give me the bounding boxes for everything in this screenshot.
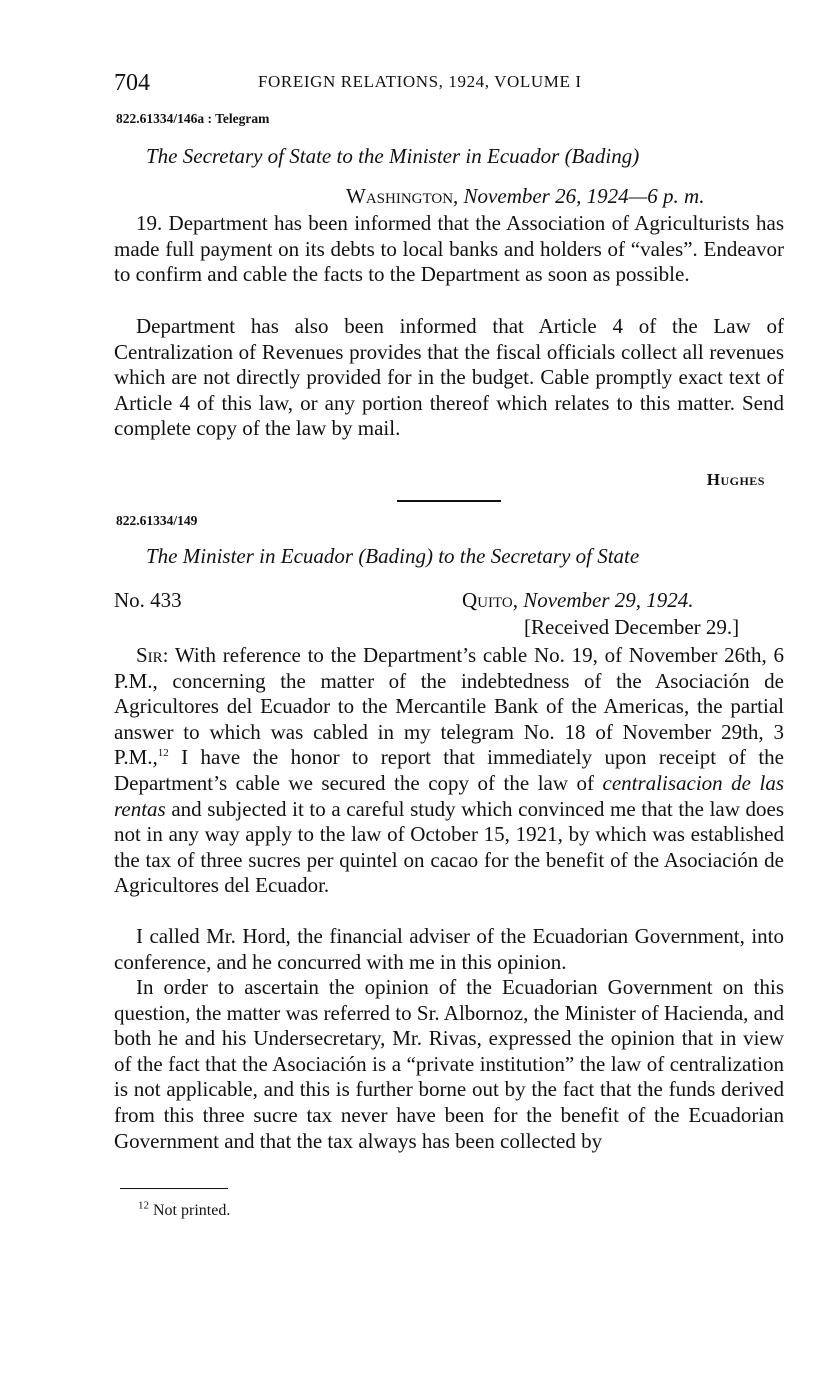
doc2-number: No. 433 bbox=[114, 588, 182, 612]
doc2-received: [Received December 29.] bbox=[524, 615, 740, 639]
page-number: 704 bbox=[114, 70, 150, 96]
doc1-paragraph-1: 19. Department has been informed that the Association of Agriculturists has made full payment on its debts to local banks and holders of “vales”. Endeavor to confirm and cable the facts to the Department as soon as possible. bbox=[114, 211, 784, 287]
doc2-paragraph-2: I called Mr. Hord, the financial adviser of the Ecuadorian Government, into conference, and he concurred with me in this opinion. bbox=[114, 924, 784, 974]
doc2-salutation: Sir: bbox=[136, 643, 169, 667]
doc2-file-number: 822.61334/149 bbox=[116, 513, 198, 528]
doc1-title: The Secretary of State to the Minister in Ecuador (Bading) bbox=[146, 144, 640, 168]
doc2-para1-italic: centralisacion de las rentas bbox=[114, 770, 784, 821]
doc2-para1-b: I have the honor to report that immediately upon receipt of the Department’s cable we secured the copy of the law of bbox=[114, 745, 784, 795]
doc1-dateline bbox=[346, 184, 704, 209]
footnote-mark: 12 bbox=[138, 1199, 149, 1212]
doc2-place: Quito, bbox=[462, 588, 518, 612]
section-divider bbox=[397, 500, 501, 502]
doc1-date: November 26, 1924—6 p. m. bbox=[463, 184, 705, 208]
doc2-dateline bbox=[462, 588, 694, 613]
doc2-paragraph-3: In order to ascertain the opinion of the Ecuadorian Government on this question, the matter was referred to Sr. Albornoz, the Minister of Hacienda, and both he and his Undersecretary, Mr. Rivas, expressed the opinion that in view of the fact that the Asociación is a “private institution” the law of centralization is not applicable, and this is further borne out by the fact that the funds derived from this three sucre tax never have been for the benefit of the Ecuadorian Government and that the tax always has been collected by bbox=[114, 975, 784, 1153]
footnote-text: Not printed. bbox=[153, 1202, 231, 1219]
doc2-paragraph-1 bbox=[114, 643, 784, 899]
doc2-para1-a: With reference to the Department’s cable No. 19, of November 26th, 6 P.M., concerning the matter of the indebtedness of the Asociación de Agricultores del Ecuador to the Mercantile Bank of the Americas, the partial answer to which was cabled in my telegram No. 18 of November 29th, 3 P.M., bbox=[114, 643, 784, 770]
footnote bbox=[138, 1199, 231, 1220]
doc2-title: The Minister in Ecuador (Bading) to the Secretary of State bbox=[146, 544, 640, 568]
doc1-file-number: 822.61334/146a : Telegram bbox=[116, 111, 270, 126]
doc1-paragraph-2: Department has also been informed that Article 4 of the Law of Centralization of Revenues provides that the fiscal officials collect all revenues which are not directly provided for in the budget. Cable promptly exact text of Article 4 of this law, or any portion thereof which relates to this matter. Send complete copy of the law by mail. bbox=[114, 314, 784, 441]
doc1-signature: Hughes bbox=[706, 470, 765, 489]
doc2-para1-c: and subjected it to a careful study which convinced me that the law does not in any way apply to the law of October 15, 1921, by which was established the tax of three sucres per quintel on cacao for the benefit of the Asociación de Agricultores del Ecuador. bbox=[114, 796, 784, 898]
footnote-rule bbox=[120, 1188, 228, 1189]
footnote-reference: 12 bbox=[157, 747, 169, 760]
doc1-place: Washington, bbox=[346, 184, 459, 208]
doc2-date: November 29, 1924. bbox=[523, 588, 694, 612]
running-head: FOREIGN RELATIONS, 1924, VOLUME I bbox=[258, 72, 582, 91]
